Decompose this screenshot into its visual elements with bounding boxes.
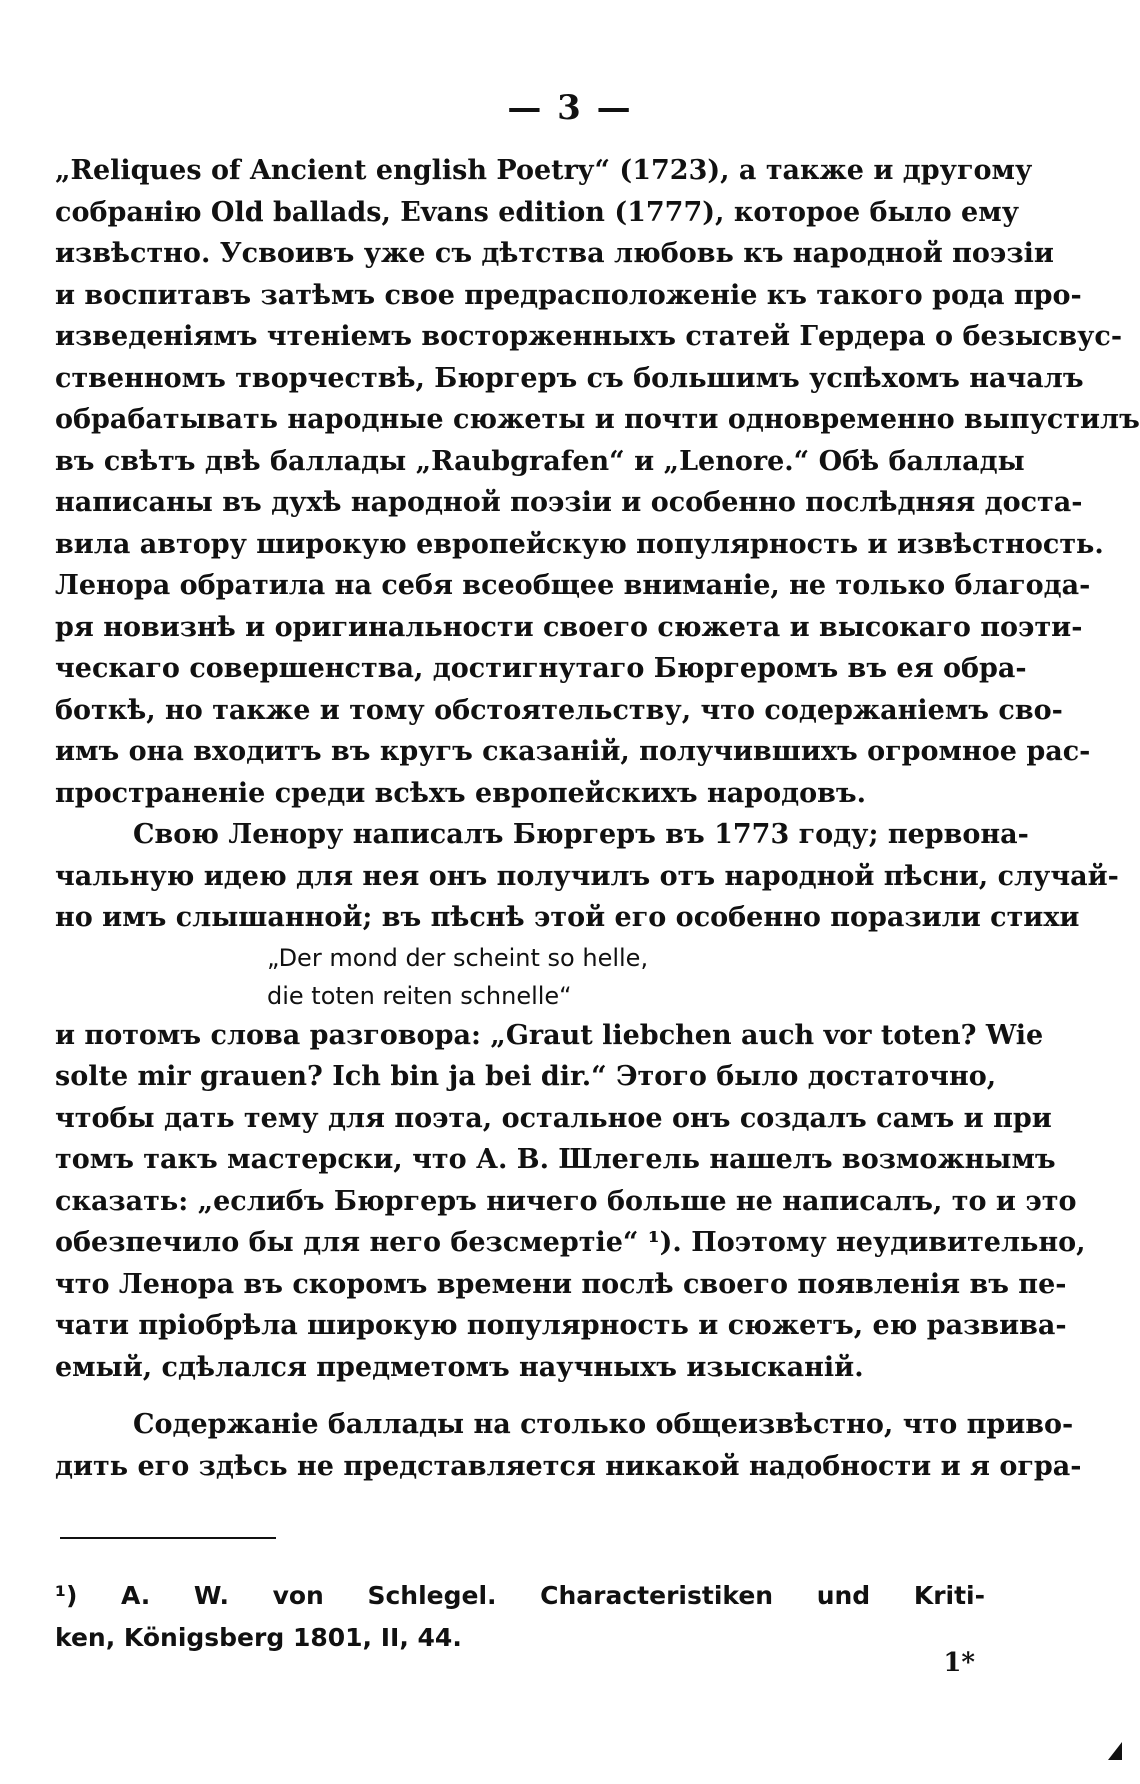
text-line: Свою Ленору написалъ Бюргеръ въ 1773 году; первона- xyxy=(133,819,1029,850)
corner-mark-icon xyxy=(1108,1742,1122,1760)
verse-quote xyxy=(55,939,985,1015)
text-line: ственномъ творчествѣ, Бюргеръ съ большимъ успѣхомъ началъ xyxy=(55,362,1084,394)
text-line: имъ она входитъ въ кругъ сказаній, получившихъ огромное рас- xyxy=(55,736,1091,767)
main-text xyxy=(55,150,1140,1487)
signature-mark: 1* xyxy=(943,1648,975,1678)
verse-line: „Der mond der scheint so helle, xyxy=(267,943,649,972)
text-line: въ свѣтъ двѣ баллады „Raubgrafen“ и „Lenore.“ Обѣ баллады xyxy=(55,445,1025,477)
text-line: solte mir grauen? Ich bin ja bei dir.“ Этого было достаточно, xyxy=(55,1061,997,1092)
text-line: обрабатывать народные сюжеты и почти одновременно выпустилъ xyxy=(55,404,1140,435)
paragraph-3 xyxy=(55,1404,1082,1487)
verse-line: die toten reiten schnelle“ xyxy=(267,981,572,1010)
footnote-line: ¹) A. W. von Schlegel. Characteristiken und Kriti- xyxy=(55,1581,985,1610)
text-line: что Ленора въ скоромъ времени послѣ своего появленія въ пе- xyxy=(55,1268,1067,1300)
text-line: емый, сдѣлался предметомъ научныхъ изысканій. xyxy=(55,1351,864,1383)
text-line: изведеніямъ чтеніемъ восторженныхъ статей Гердера о безысвус- xyxy=(55,321,1123,352)
footnote-divider xyxy=(60,1537,276,1539)
text-line: „Reliques of Ancient english Poetry“ (1723), а также и другому xyxy=(55,155,1033,186)
text-line: и потомъ слова разговора: „Graut liebchen auch vor toten? Wie xyxy=(55,1019,1044,1051)
text-line: томъ такъ мастерски, что А. В. Шлегель нашелъ возможнымъ xyxy=(55,1144,1056,1175)
text-line: но имъ слышанной; въ пѣснѣ этой его особенно поразили стихи xyxy=(55,902,1080,933)
text-line: чтобы дать тему для поэта, остальное онъ создалъ самъ и при xyxy=(55,1102,1052,1134)
text-line: чальную идею для нея онъ получилъ отъ народной пѣсни, случай- xyxy=(55,860,1119,892)
text-line: вила автору широкую европейскую популярность и извѣстность. xyxy=(55,528,1104,560)
text-line: сказать: „еслибъ Бюргеръ ничего больше не написалъ, то и это xyxy=(55,1185,1077,1217)
text-line: чати пріобрѣла широкую популярность и сюжетъ, ею развива- xyxy=(55,1310,1067,1341)
text-line: ря новизнѣ и оригинальности своего сюжета и высокаго поэти- xyxy=(55,611,1083,643)
text-line: и воспитавъ затѣмъ свое предрасположеніе къ такого рода про- xyxy=(55,279,1082,311)
footnote xyxy=(55,1575,985,1658)
text-line: обезпечило бы для него безсмертіе“ ¹). Поэтому неудивительно, xyxy=(55,1227,1086,1258)
paragraph-gap xyxy=(55,1388,985,1404)
text-line: собранію Old ballads, Evans edition (1777), которое было ему xyxy=(55,196,1019,228)
text-line: Содержаніе баллады на столько общеизвѣстно, что приво- xyxy=(133,1409,1074,1440)
footnote-line: ken, Königsberg 1801, II, 44. xyxy=(55,1622,462,1652)
paragraph-2 xyxy=(55,814,1119,1388)
text-line: написаны въ духѣ народной поэзіи и особенно послѣдняя доста- xyxy=(55,487,1083,518)
text-line: пространеніе среди всѣхъ европейскихъ народовъ. xyxy=(55,777,867,809)
text-line: боткѣ, но также и тому обстоятельству, что содержаніемъ сво- xyxy=(55,694,1063,726)
page-number: — 3 — xyxy=(507,88,633,128)
text-line: дить его здѣсь не представляется никакой надобности и я огра- xyxy=(55,1450,1082,1482)
text-line: Ленора обратила на себя всеобщее вниманіе, не только благода- xyxy=(55,570,1091,601)
text-line: ческаго совершенства, достигнутаго Бюргеромъ въ ея обра- xyxy=(55,653,1027,684)
paragraph-1 xyxy=(55,150,1140,814)
text-line: извѣстно. Усвоивъ уже съ дѣтства любовь къ народной поэзіи xyxy=(55,238,1054,269)
